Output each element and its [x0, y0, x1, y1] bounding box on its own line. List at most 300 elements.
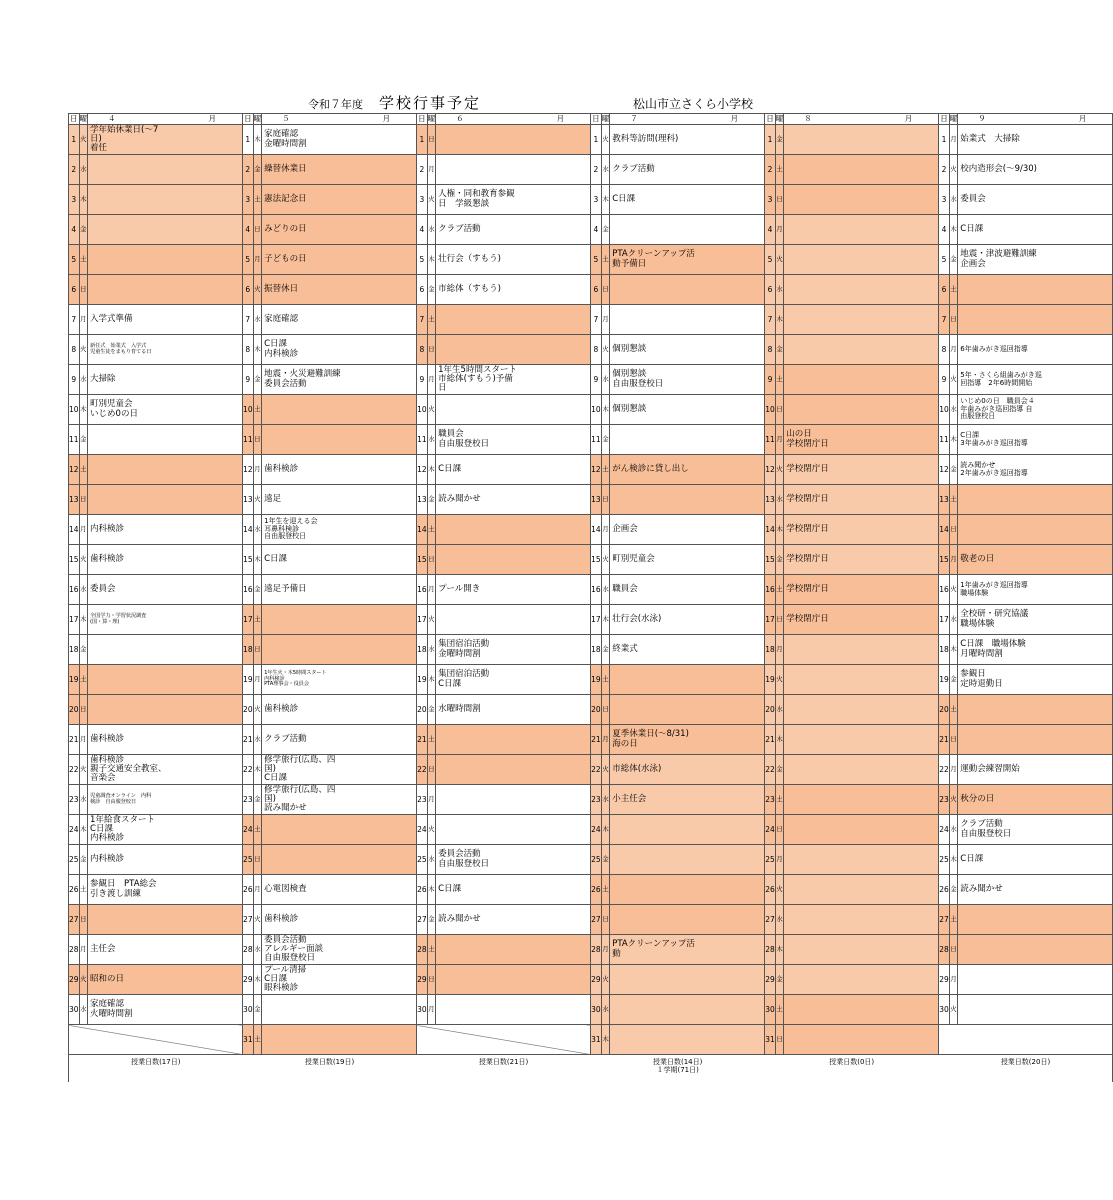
- day-number: 4: [243, 215, 254, 245]
- day-number: 15: [417, 545, 428, 575]
- weekday: 土: [427, 935, 436, 965]
- event-cell: [610, 155, 765, 185]
- event-text: 歯科検診: [264, 703, 299, 714]
- day-number: 4: [69, 215, 80, 245]
- day-number: 13: [417, 485, 428, 515]
- day-number: 14: [417, 515, 428, 545]
- weekday-column-header: 曜: [427, 114, 436, 124]
- event-text: 新任式 始業式 入学式 児童生徒をまもり育てる日: [90, 342, 152, 355]
- day-number: 30: [69, 995, 80, 1025]
- day-number: 15: [765, 545, 776, 575]
- weekday: 火: [79, 755, 88, 785]
- day-number: 20: [243, 695, 254, 725]
- event-cell: [610, 815, 765, 845]
- weekday: 水: [775, 695, 784, 725]
- day-number: 29: [417, 965, 428, 995]
- day-number: 2: [243, 155, 254, 185]
- weekday: 木: [949, 425, 958, 455]
- event-cell: [958, 485, 1113, 515]
- school-name: 松山市立さくら小学校: [633, 97, 754, 111]
- day-number: 25: [417, 845, 428, 875]
- event-cell: [610, 905, 765, 935]
- weekday: 月: [775, 215, 784, 245]
- event-text: 1年生5時間スタート 市総体(すもう)予備 日: [438, 364, 517, 394]
- day-number: 4: [765, 215, 776, 245]
- day-row: [69, 365, 1113, 395]
- weekday: 金: [79, 215, 88, 245]
- weekday: 金: [79, 845, 88, 875]
- day-number: 9: [591, 365, 602, 395]
- day-number: 19: [939, 665, 950, 695]
- event-text: 読み聞かせ: [438, 493, 481, 504]
- weekday: 日: [79, 275, 88, 305]
- event-text: 校内造形会(～9/30): [960, 163, 1038, 174]
- weekday: 木: [79, 395, 88, 425]
- weekday: 火: [253, 275, 262, 305]
- event-cell: [958, 335, 1113, 365]
- day-column-header: 日: [70, 114, 78, 124]
- event-text: 憲法記念日: [264, 193, 307, 204]
- day-number: 23: [243, 785, 254, 815]
- day-number: 2: [69, 155, 80, 185]
- weekday: 土: [775, 155, 784, 185]
- weekday: 木: [253, 545, 262, 575]
- event-text: 内科検診: [90, 853, 125, 864]
- month-header: ９ 月: [958, 114, 1113, 125]
- event-cell: [784, 245, 939, 275]
- event-cell: [958, 755, 1113, 785]
- event-cell: [262, 785, 417, 815]
- weekday: 火: [949, 995, 958, 1025]
- weekday: 火: [775, 455, 784, 485]
- weekday: 水: [949, 185, 958, 215]
- event-text: プール開き: [438, 583, 481, 594]
- event-cell: [958, 695, 1113, 725]
- day-number: 17: [765, 605, 776, 635]
- weekday: 火: [601, 125, 610, 155]
- weekday: 水: [427, 845, 436, 875]
- event-cell: [958, 875, 1113, 905]
- weekday: 火: [427, 185, 436, 215]
- day-number: 26: [591, 875, 602, 905]
- weekday: 木: [253, 965, 262, 995]
- event-cell: [88, 215, 243, 245]
- lesson-days-count: [417, 1055, 591, 1083]
- day-number: 3: [69, 185, 80, 215]
- event-cell: [610, 755, 765, 785]
- annual-schedule-table: [68, 113, 1113, 1082]
- event-text: 読み聞かせ 2年歯みがき巡回指導: [960, 460, 1028, 477]
- day-number: 8: [417, 335, 428, 365]
- event-cell: [262, 455, 417, 485]
- weekday: 水: [949, 815, 958, 845]
- event-cell: [88, 155, 243, 185]
- weekday: 金: [253, 575, 262, 605]
- event-cell: [610, 545, 765, 575]
- weekday: 月: [79, 515, 88, 545]
- day-row: [69, 935, 1113, 965]
- event-cell: [262, 155, 417, 185]
- weekday: 金: [601, 635, 610, 665]
- event-text: 修学旅行(広島、四 国) 読み聞かせ: [264, 784, 336, 814]
- event-cell: [262, 995, 417, 1025]
- event-cell: [610, 635, 765, 665]
- event-cell: [436, 155, 591, 185]
- event-cell: [262, 485, 417, 515]
- weekday: 木: [601, 185, 610, 215]
- day-number: 25: [69, 845, 80, 875]
- event-text: クラブ活動: [612, 163, 655, 174]
- event-cell: [436, 185, 591, 215]
- weekday: 火: [775, 245, 784, 275]
- event-cell: [436, 845, 591, 875]
- event-cell: [436, 815, 591, 845]
- event-cell: [262, 365, 417, 395]
- month-header: ７ 月: [610, 114, 765, 125]
- event-cell: [88, 845, 243, 875]
- day-number: 18: [939, 635, 950, 665]
- event-cell: [610, 365, 765, 395]
- event-cell: [610, 395, 765, 425]
- weekday: 水: [601, 365, 610, 395]
- day-row: [69, 995, 1113, 1025]
- weekday: 水: [253, 515, 262, 545]
- weekday: 木: [79, 815, 88, 845]
- event-text: 全校研・研究協議 職場体験: [960, 609, 1029, 629]
- lesson-days-text: 授業日数(19日): [304, 1058, 355, 1066]
- weekday: 木: [949, 215, 958, 245]
- weekday: 火: [427, 395, 436, 425]
- lesson-days-text: １学期(71日): [656, 1066, 699, 1075]
- event-cell: [262, 695, 417, 725]
- event-cell: [958, 155, 1113, 185]
- weekday: 火: [253, 485, 262, 515]
- event-cell: [958, 185, 1113, 215]
- day-number: 22: [69, 755, 80, 785]
- event-text: 歯科検診: [90, 553, 125, 564]
- lesson-days-count: [243, 1055, 417, 1083]
- day-number: 30: [939, 995, 950, 1025]
- day-number: 6: [939, 275, 950, 305]
- day-number: 25: [939, 845, 950, 875]
- day-number: 12: [765, 455, 776, 485]
- weekday: 土: [775, 785, 784, 815]
- day-number: 24: [765, 815, 776, 845]
- day-number: 24: [591, 815, 602, 845]
- weekday: 水: [775, 905, 784, 935]
- event-cell: [784, 695, 939, 725]
- day-column-header: 日: [244, 114, 252, 124]
- weekday: 木: [601, 605, 610, 635]
- lesson-days-text: 授業日数(14日): [652, 1058, 703, 1066]
- weekday: 火: [601, 545, 610, 575]
- event-text: 壮行会(水泳): [612, 613, 662, 624]
- weekday: 木: [775, 305, 784, 335]
- day-number: 9: [417, 365, 428, 395]
- weekday: 木: [775, 515, 784, 545]
- weekday: 水: [79, 365, 88, 395]
- day-number: 17: [243, 605, 254, 635]
- day-number: 29: [243, 965, 254, 995]
- weekday: 土: [427, 725, 436, 755]
- event-text: C日課: [960, 853, 984, 864]
- event-cell: [784, 425, 939, 455]
- event-text: 職員会: [612, 583, 638, 594]
- event-cell: [88, 575, 243, 605]
- event-cell: [262, 905, 417, 935]
- day-number: 23: [939, 785, 950, 815]
- day-number: 26: [417, 875, 428, 905]
- weekday: 土: [949, 905, 958, 935]
- day-number: 8: [591, 335, 602, 365]
- day-row: [69, 695, 1113, 725]
- event-text: 1年歯みがき巡回指導 職場体験: [960, 580, 1028, 597]
- event-text: 始業式 大掃除: [960, 133, 1020, 144]
- weekday: 土: [949, 275, 958, 305]
- weekday: 土: [253, 395, 262, 425]
- day-row: [69, 875, 1113, 905]
- event-text: 繰替休業日: [264, 163, 307, 174]
- event-cell: [784, 365, 939, 395]
- event-cell: [262, 1025, 417, 1055]
- event-cell: [784, 935, 939, 965]
- event-cell: [88, 905, 243, 935]
- weekday: 火: [253, 905, 262, 935]
- day-number: 12: [243, 455, 254, 485]
- day-number: 9: [69, 365, 80, 395]
- event-cell: [436, 995, 591, 1025]
- day-number: 1: [69, 125, 80, 155]
- lesson-days-count: [69, 1055, 243, 1083]
- day-number: 27: [243, 905, 254, 935]
- event-text: 地震・火災避難訓練 委員会活動: [264, 369, 341, 389]
- day-number: 28: [765, 935, 776, 965]
- weekday: 土: [253, 1025, 262, 1055]
- day-number: 30: [765, 995, 776, 1025]
- day-row: [69, 215, 1113, 245]
- event-cell: [610, 125, 765, 155]
- day-number: 19: [417, 665, 428, 695]
- event-cell: [436, 455, 591, 485]
- event-text: 委員会活動 自由服登校日: [438, 849, 490, 869]
- event-text: 家庭確認: [264, 313, 299, 324]
- day-number: 18: [243, 635, 254, 665]
- event-cell: [958, 605, 1113, 635]
- event-text: C日課: [612, 193, 636, 204]
- event-text: 遠足: [264, 493, 282, 504]
- event-text: 振替休日: [264, 283, 299, 294]
- event-cell: [958, 965, 1113, 995]
- day-number: 13: [765, 485, 776, 515]
- event-text: いじめ0の日 職員会４ 年歯みがき巡回指導 自 由服登校日: [960, 397, 1035, 421]
- event-text: 町別児童会 いじめ0の日: [90, 399, 138, 419]
- event-text: 歯科検診: [264, 463, 299, 474]
- event-text: C日課 3年歯みがき巡回指導: [960, 430, 1028, 447]
- weekday: 土: [949, 485, 958, 515]
- event-text: 家庭確認 火曜時間割: [90, 999, 133, 1019]
- weekday: 日: [79, 485, 88, 515]
- event-text: 子どもの日: [264, 253, 307, 264]
- weekday: 日: [949, 515, 958, 545]
- weekday: 木: [949, 845, 958, 875]
- weekday: 金: [427, 695, 436, 725]
- event-text: C日課 内科検診: [264, 339, 299, 359]
- event-text: 人権・同和教育参観 日 学級懇談: [438, 189, 515, 209]
- day-row: [69, 665, 1113, 695]
- event-cell: [610, 695, 765, 725]
- event-cell: [262, 185, 417, 215]
- weekday: 金: [949, 665, 958, 695]
- day-number: 12: [417, 455, 428, 485]
- weekday: 日: [253, 215, 262, 245]
- event-cell: [610, 725, 765, 755]
- event-text: 1年生を迎える会 耳鼻科検診 自由服登校日: [264, 517, 318, 541]
- event-cell: [784, 185, 939, 215]
- day-row: [69, 545, 1113, 575]
- weekday: 火: [79, 545, 88, 575]
- event-text: 参観日 PTA総会 引き渡し訓練: [90, 879, 157, 899]
- day-number: 6: [765, 275, 776, 305]
- weekday: 月: [949, 125, 958, 155]
- event-cell: [784, 215, 939, 245]
- weekday: 火: [949, 155, 958, 185]
- event-cell: [436, 785, 591, 815]
- event-cell: [436, 395, 591, 425]
- event-cell: [262, 395, 417, 425]
- event-text: がん検診に貸し出し: [612, 463, 689, 474]
- day-number: 19: [765, 665, 776, 695]
- day-number: 26: [243, 875, 254, 905]
- day-number: 15: [591, 545, 602, 575]
- event-cell: [436, 425, 591, 455]
- day-number: 30: [243, 995, 254, 1025]
- weekday: 月: [79, 935, 88, 965]
- weekday: 水: [253, 305, 262, 335]
- event-text: 大掃除: [90, 373, 116, 384]
- day-number: 2: [591, 155, 602, 185]
- day-number: 6: [417, 275, 428, 305]
- day-number: 3: [417, 185, 428, 215]
- weekday: 日: [79, 695, 88, 725]
- weekday: 水: [427, 215, 436, 245]
- day-number: 20: [417, 695, 428, 725]
- event-text: 入学式準備: [90, 313, 133, 324]
- day-number: 25: [765, 845, 776, 875]
- weekday: 金: [253, 365, 262, 395]
- day-number: 20: [939, 695, 950, 725]
- day-number: 28: [939, 935, 950, 965]
- day-number: 21: [765, 725, 776, 755]
- day-row: [69, 755, 1113, 785]
- weekday: 土: [79, 455, 88, 485]
- weekday: 金: [427, 275, 436, 305]
- day-number: 10: [243, 395, 254, 425]
- day-number: 18: [591, 635, 602, 665]
- day-number: 19: [243, 665, 254, 695]
- event-cell: [262, 725, 417, 755]
- weekday: 月: [601, 935, 610, 965]
- event-text: 壮行会（すもう): [438, 253, 501, 264]
- lesson-days-count: [765, 1055, 939, 1083]
- day-number: 2: [939, 155, 950, 185]
- event-text: 学校閉庁日: [786, 613, 829, 624]
- event-cell: [610, 275, 765, 305]
- event-cell: [436, 545, 591, 575]
- weekday: 火: [601, 335, 610, 365]
- event-text: クラブ活動 自由服登校日: [960, 819, 1012, 839]
- weekday: 日: [427, 125, 436, 155]
- day-number: 8: [69, 335, 80, 365]
- event-text: 学校閉庁日: [786, 463, 829, 474]
- event-cell: [436, 725, 591, 755]
- weekday: 土: [79, 875, 88, 905]
- weekday: 金: [775, 125, 784, 155]
- footer-row: [69, 1055, 1113, 1083]
- event-cell: [784, 605, 939, 635]
- event-cell: [958, 545, 1113, 575]
- day-number: 10: [69, 395, 80, 425]
- day-number: 5: [417, 245, 428, 275]
- lesson-days-text: 授業日数(0日): [829, 1058, 875, 1066]
- weekday: 水: [427, 635, 436, 665]
- weekday: 木: [253, 335, 262, 365]
- day-number: 1: [417, 125, 428, 155]
- day-number: 28: [417, 935, 428, 965]
- event-text: 職員会 自由服登校日: [438, 429, 490, 449]
- weekday: 木: [253, 755, 262, 785]
- weekday: 月: [601, 725, 610, 755]
- event-text: C日課 職場体験 月曜時間割: [960, 639, 1026, 659]
- event-cell: [262, 125, 417, 155]
- event-cell: [784, 1025, 939, 1055]
- day-number: 21: [591, 725, 602, 755]
- weekday: 金: [427, 905, 436, 935]
- day-number: 4: [591, 215, 602, 245]
- weekday: 木: [427, 245, 436, 275]
- event-cell: [436, 935, 591, 965]
- lesson-days-count: [591, 1055, 765, 1083]
- day-number: 25: [243, 845, 254, 875]
- event-text: 水曜時間割: [438, 703, 481, 714]
- weekday: 火: [79, 125, 88, 155]
- event-cell: [610, 665, 765, 695]
- weekday: 日: [253, 425, 262, 455]
- weekday: 月: [79, 725, 88, 755]
- day-number: 13: [243, 485, 254, 515]
- event-text: 地震・津波避難訓練 企画会: [960, 249, 1037, 269]
- document-title: [308, 92, 481, 113]
- day-number: 24: [939, 815, 950, 845]
- event-cell: [262, 875, 417, 905]
- day-number: 24: [417, 815, 428, 845]
- day-number: 27: [591, 905, 602, 935]
- event-cell: [610, 515, 765, 545]
- event-cell: [610, 575, 765, 605]
- event-cell: [610, 785, 765, 815]
- event-cell: [958, 215, 1113, 245]
- day-number: 28: [69, 935, 80, 965]
- event-cell: [784, 965, 939, 995]
- event-text: 学校閉庁日: [786, 523, 829, 534]
- event-cell: [784, 815, 939, 845]
- event-cell: [262, 335, 417, 365]
- event-cell: [262, 965, 417, 995]
- event-cell: [784, 905, 939, 935]
- weekday: 月: [427, 155, 436, 185]
- day-number: 29: [591, 965, 602, 995]
- month-header: ４ 月: [88, 114, 243, 125]
- day-number: 3: [765, 185, 776, 215]
